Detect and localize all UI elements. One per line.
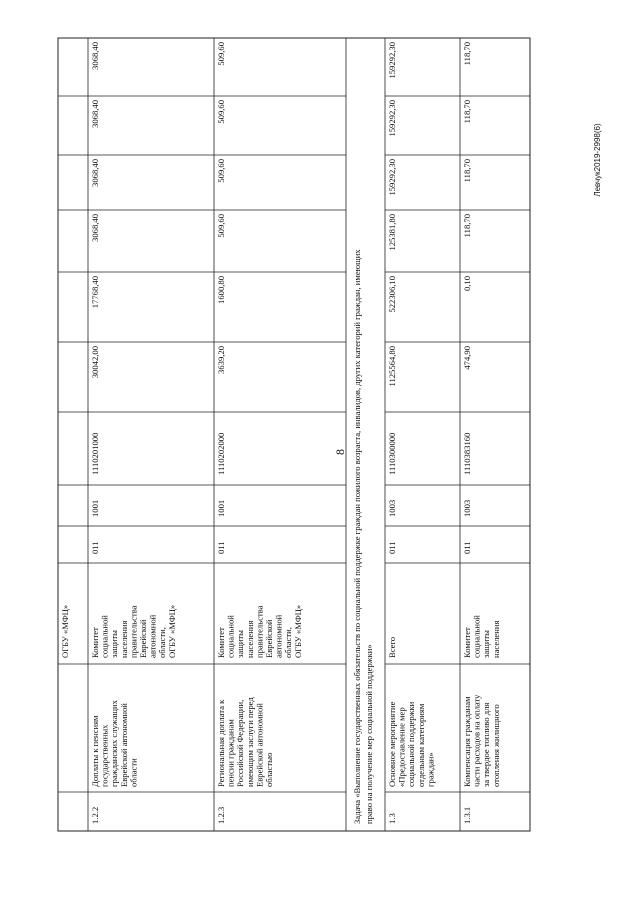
page-number: 8: [333, 449, 347, 455]
row-name-line: части расходов на оплату: [471, 694, 482, 787]
row-executor-line: населения: [118, 620, 129, 658]
row-number: 1.3.1: [462, 806, 472, 824]
cell-csr: 1110201000: [90, 432, 100, 475]
row-executor-line: правительства: [254, 605, 265, 658]
row-executor-line: Еврейской: [138, 619, 148, 658]
cell-grbs: 011: [387, 541, 397, 554]
row-name-line: пенсии гражданам: [225, 719, 236, 787]
row-executor-line: области,: [283, 627, 294, 658]
row-executor-line: Комитет: [462, 627, 472, 658]
cell-amount: 3068,40: [90, 159, 100, 187]
cell-amount: 0,10: [462, 276, 472, 292]
row-name-line: Региональная доплата к: [216, 699, 226, 787]
cell-amount: 3068,40: [90, 214, 100, 242]
cell-amount: 159292,30: [387, 42, 397, 79]
cell-amount: 474,90: [462, 346, 472, 370]
row-executor-line: правительства: [128, 605, 139, 658]
row-name-line: Еврейской автономной: [254, 703, 265, 787]
cell-amount: 3068,40: [90, 100, 100, 128]
task-line-1: Задача «Выполнение государственных обязательств по социальной поддержке граждан пожилого возраста, инвалидов, других категорий граждан, имеющих: [352, 249, 362, 824]
cell-amount: 118,70: [462, 42, 472, 66]
cell-rzpr: 1003: [462, 499, 472, 517]
cell-amount: 159292,30: [387, 159, 397, 196]
row-executor-line: автономной: [273, 614, 284, 658]
cell-amount: 125381,80: [387, 214, 397, 251]
cell-rzpr: 1003: [387, 499, 397, 517]
cell-grbs: 011: [90, 541, 100, 554]
footer-code: Левчук2019-2998(6): [593, 123, 602, 197]
row-number: 1.2.2: [90, 806, 100, 824]
row-number: 1.2.3: [216, 806, 226, 824]
cell-amount: 118,70: [462, 214, 472, 238]
row-number: 1.3: [387, 813, 397, 824]
row-name-line: Еврейской автономной: [118, 703, 129, 787]
row-executor-line: автономной: [147, 614, 158, 658]
budget-table: [58, 38, 530, 831]
cell-amount: 509,60: [216, 214, 226, 238]
cell-grbs: 011: [216, 541, 226, 554]
row-executor-line: социальной: [225, 615, 236, 658]
row-executor-line: Комитет: [90, 627, 100, 658]
cell-amount: 509,60: [216, 42, 226, 66]
row-executor-line: социальной: [99, 615, 110, 658]
row-name-line: социальной поддержки: [406, 701, 417, 787]
cell-amount: 17768,40: [90, 276, 100, 309]
row-executor-line: Всего: [387, 636, 397, 658]
row-executor-line: области,: [157, 627, 168, 658]
cell-csr: 1110300000: [387, 432, 397, 475]
cell-amount: 159292,30: [387, 100, 397, 137]
cell-rzpr: 1001: [216, 499, 226, 517]
cell-amount: 3068,40: [90, 42, 100, 70]
row-name-line: гражданских служащих: [109, 700, 120, 787]
row-name-line: имеющим заслуги перед: [244, 697, 255, 787]
cell-csr: 1110202000: [216, 432, 226, 475]
cell-amount: 118,70: [462, 100, 472, 124]
cell-amount: 118,70: [462, 159, 472, 183]
row-executor-line: населения: [490, 620, 501, 658]
cell-amount: 30042,00: [90, 346, 100, 379]
row-name-line: областью: [264, 752, 274, 787]
row-name-line: отопления жилищного: [490, 704, 501, 787]
cell-grbs: 011: [462, 541, 472, 554]
row-executor-line: защиты: [109, 630, 120, 658]
row-name-line: Российской Федерации,: [235, 699, 246, 787]
row-name-line: отдельным категориям: [415, 703, 426, 787]
row-name-line: «Предоставление мер: [396, 707, 407, 787]
cell-amount: 1125564,80: [387, 346, 397, 387]
row-executor-line: социальной: [471, 615, 482, 658]
row-executor-line: населения: [244, 620, 255, 658]
cell-amount: 509,60: [216, 159, 226, 183]
cell-amount: 522306,10: [387, 276, 397, 313]
row-name-line: Доплаты к пенсиям: [90, 715, 100, 787]
row-name-line: за твердое топливо для: [481, 702, 492, 787]
row-executor-line: защиты: [481, 630, 492, 658]
cell-rzpr: 1001: [90, 499, 100, 517]
task-line-2: право на получение мер социальной поддержки»: [364, 644, 374, 824]
row-executor-line: защиты: [235, 630, 246, 658]
row-name-line: граждан»: [425, 752, 436, 787]
cell-amount: 1600,80: [216, 276, 226, 304]
row-executor-line: Еврейской: [264, 619, 274, 658]
row-name-line: Основное мероприятие: [387, 701, 397, 787]
row-executor-line: ОГБУ «МФЦ»: [292, 604, 303, 658]
row-executor-line: ОГБУ «МФЦ»: [166, 604, 177, 658]
row-executor-line: Комитет: [216, 627, 226, 658]
row-name-line: Компенсация гражданам: [462, 696, 472, 787]
row-name-line: государственных: [99, 724, 110, 787]
table-border: [58, 38, 530, 831]
cell-csr: 1110383160: [462, 432, 472, 475]
cell-amount: 3639,20: [216, 346, 226, 374]
row-name-line: области: [128, 758, 139, 787]
cell-amount: 509,60: [216, 100, 226, 124]
row-executor-line: ОГБУ «МФЦ»: [60, 604, 70, 658]
